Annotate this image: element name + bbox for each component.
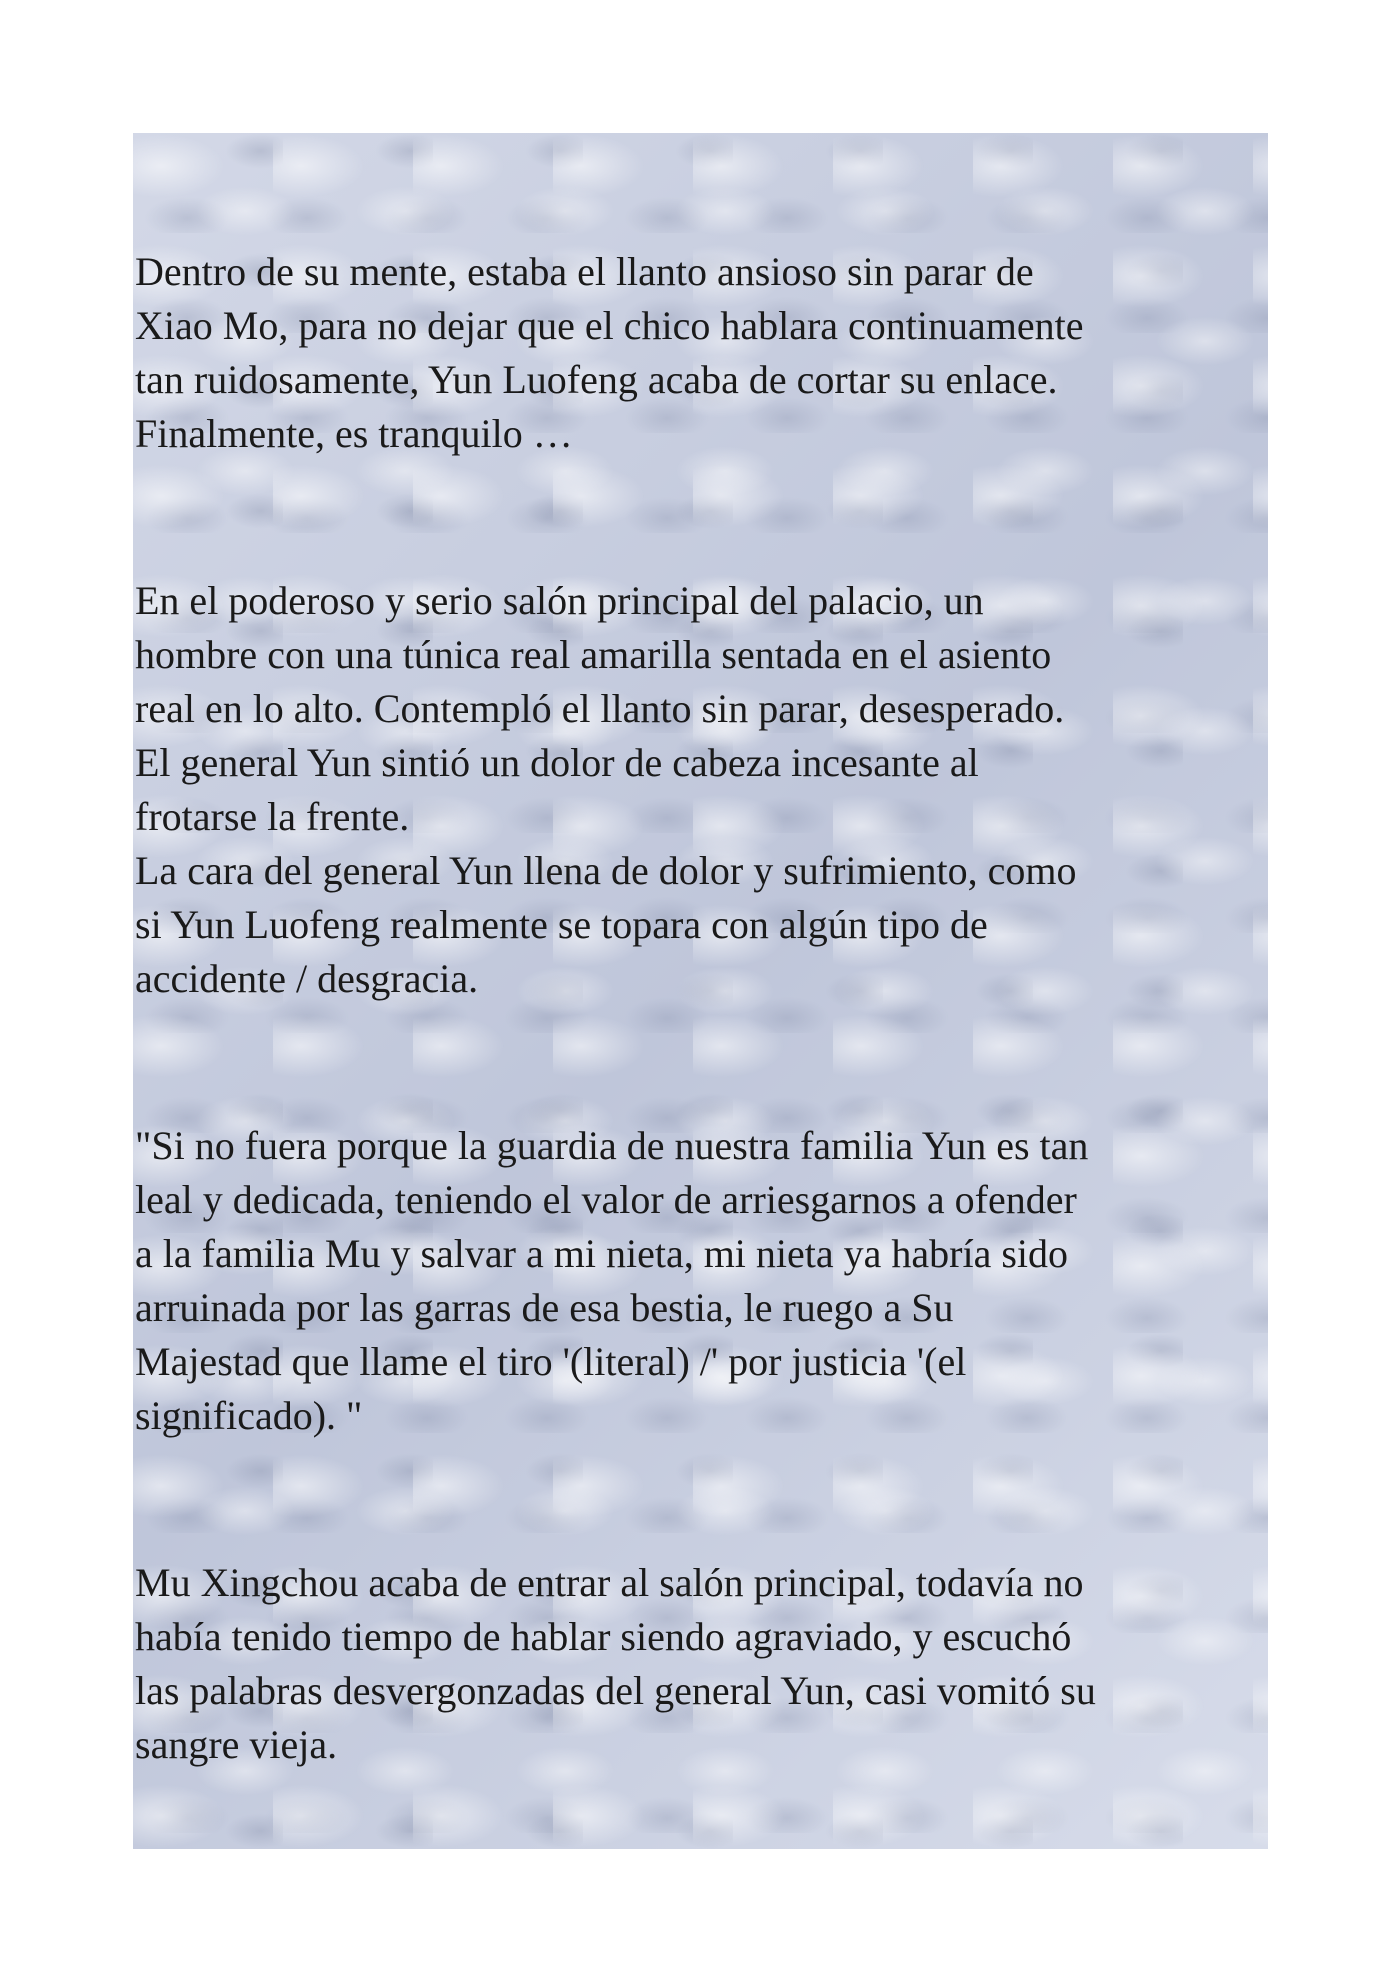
text-line: si Yun Luofeng realmente se topara con algún tipo de bbox=[135, 902, 988, 947]
paragraph-gap bbox=[135, 1006, 1265, 1119]
text-line: Majestad que llame el tiro '(literal) /' por justicia '(el bbox=[135, 1339, 967, 1384]
textured-page-panel bbox=[133, 133, 1268, 1849]
text-line: Xiao Mo, para no dejar que el chico hablara continuamente bbox=[135, 303, 1084, 348]
text-line: Dentro de su mente, estaba el llanto ansioso sin parar de bbox=[135, 249, 1034, 294]
text-line: Finalmente, es tranquilo … bbox=[135, 411, 573, 456]
text-line: Mu Xingchou acaba de entrar al salón principal, todavía no bbox=[135, 1560, 1084, 1605]
text-line: significado). " bbox=[135, 1393, 363, 1438]
paragraph-gap bbox=[135, 1443, 1265, 1556]
text-line: a la familia Mu y salvar a mi nieta, mi nieta ya habría sido bbox=[135, 1231, 1069, 1276]
text-line: las palabras desvergonzadas del general Yun, casi vomitó su bbox=[135, 1668, 1096, 1713]
text-line: accidente / desgracia. bbox=[135, 956, 479, 1001]
text-line: sangre vieja. bbox=[135, 1722, 338, 1767]
paragraph-1 bbox=[135, 245, 1265, 461]
document-text bbox=[135, 245, 1265, 1772]
text-line: La cara del general Yun llena de dolor y sufrimiento, como bbox=[135, 848, 1077, 893]
text-line: tan ruidosamente, Yun Luofeng acaba de cortar su enlace. bbox=[135, 357, 1058, 402]
text-line: leal y dedicada, teniendo el valor de arriesgarnos a ofender bbox=[135, 1177, 1077, 1222]
paragraph-gap bbox=[135, 461, 1265, 574]
text-line: El general Yun sintió un dolor de cabeza incesante al bbox=[135, 740, 979, 785]
text-line: "Si no fuera porque la guardia de nuestra familia Yun es tan bbox=[135, 1123, 1089, 1168]
text-line: real en lo alto. Contempló el llanto sin parar, desesperado. bbox=[135, 686, 1065, 731]
paragraph-3 bbox=[135, 1119, 1265, 1443]
paragraph-4 bbox=[135, 1556, 1265, 1772]
text-line: En el poderoso y serio salón principal del palacio, un bbox=[135, 578, 984, 623]
text-line: había tenido tiempo de hablar siendo agraviado, y escuchó bbox=[135, 1614, 1072, 1659]
paragraph-2 bbox=[135, 574, 1265, 1006]
text-line: frotarse la frente. bbox=[135, 794, 410, 839]
text-line: hombre con una túnica real amarilla sentada en el asiento bbox=[135, 632, 1052, 677]
text-line: arruinada por las garras de esa bestia, le ruego a Su bbox=[135, 1285, 954, 1330]
